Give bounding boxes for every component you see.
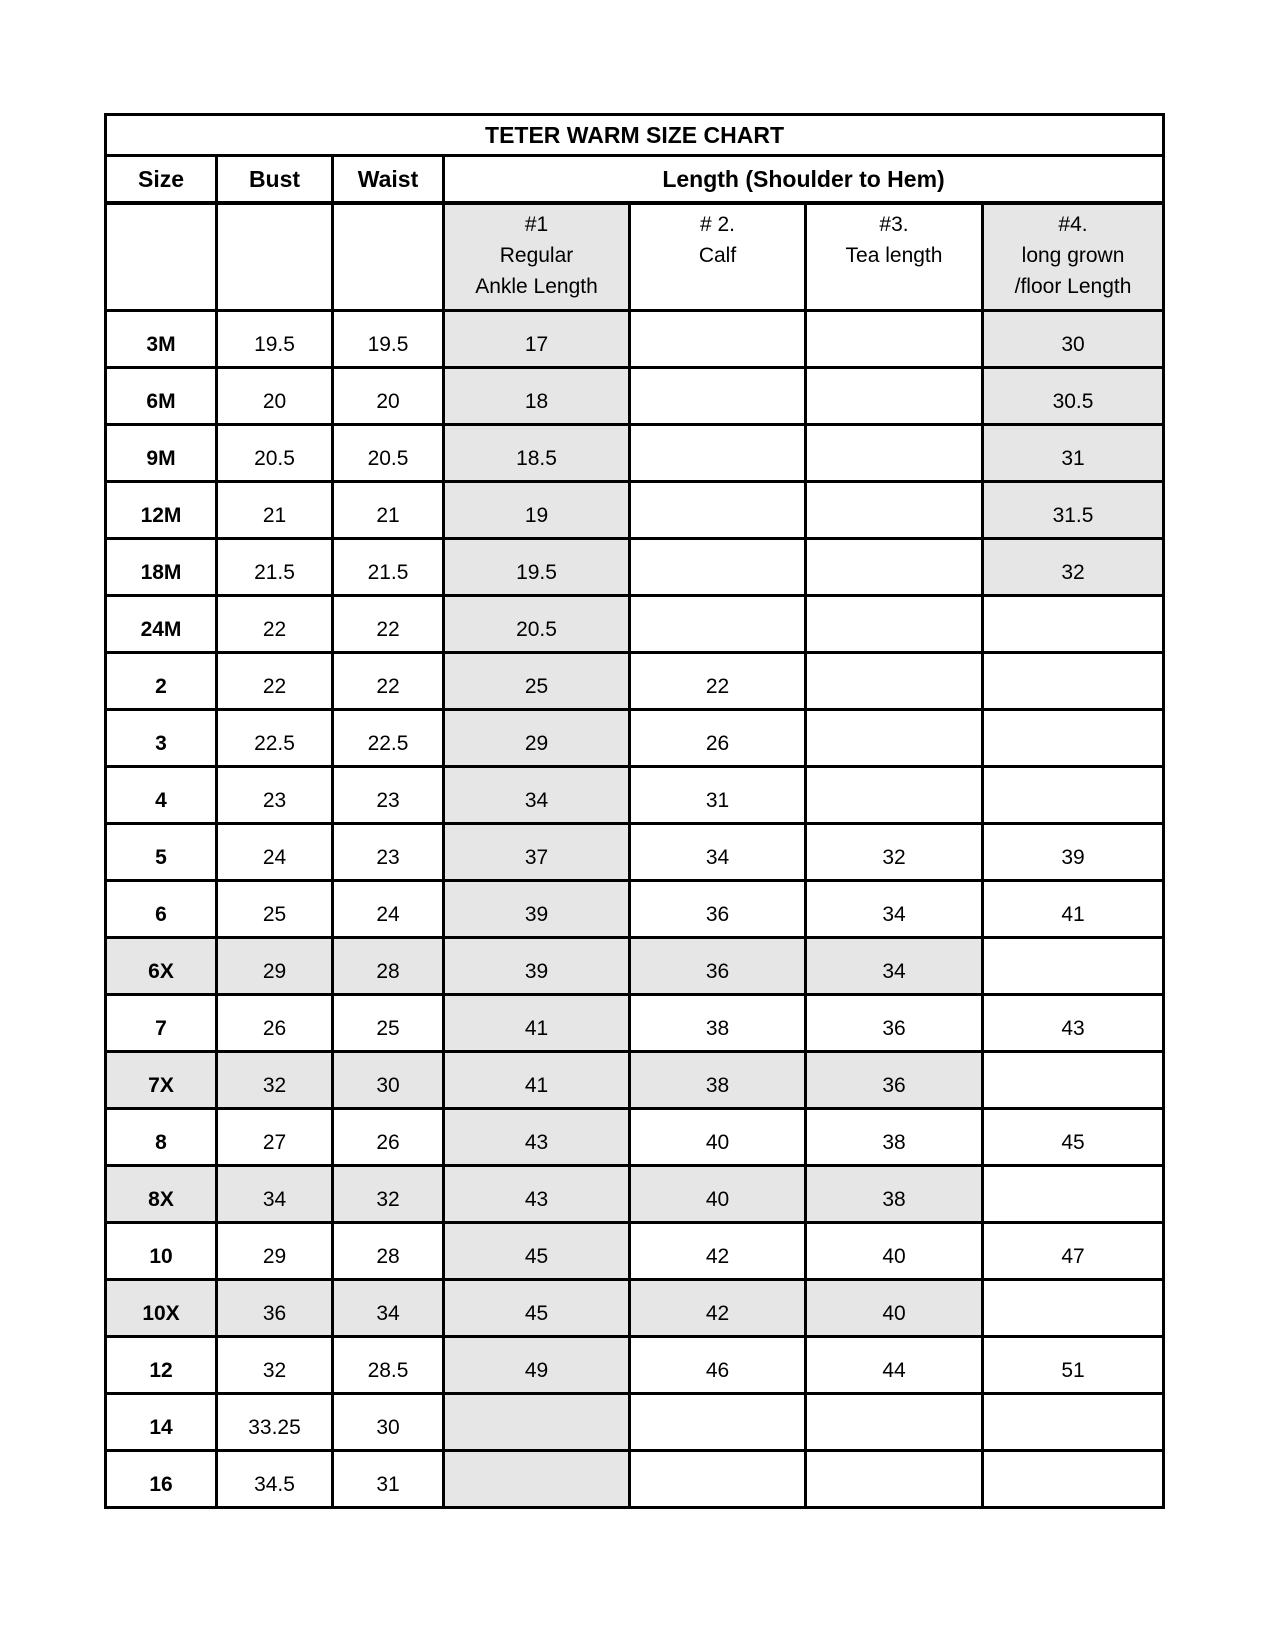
measurement-cell: 43 xyxy=(444,1166,630,1223)
measurement-cell: 22 xyxy=(333,653,444,710)
table-title: TETER WARM SIZE CHART xyxy=(106,115,1164,156)
size-cell: 8X xyxy=(106,1166,217,1223)
measurement-cell: 40 xyxy=(630,1166,806,1223)
measurement-cell: 51 xyxy=(983,1337,1164,1394)
table-row xyxy=(106,368,1164,425)
measurement-cell xyxy=(806,539,983,596)
measurement-cell: 40 xyxy=(806,1223,983,1280)
measurement-cell: 20.5 xyxy=(444,596,630,653)
measurement-cell: 45 xyxy=(983,1109,1164,1166)
measurement-cell xyxy=(806,1394,983,1451)
measurement-cell: 29 xyxy=(217,938,333,995)
measurement-cell: 34 xyxy=(217,1166,333,1223)
subheader-line: Calf xyxy=(698,244,737,267)
measurement-cell: 21 xyxy=(217,482,333,539)
column-header-length: Length (Shoulder to Hem) xyxy=(444,156,1164,204)
size-cell: 10X xyxy=(106,1280,217,1337)
measurement-cell xyxy=(983,1166,1164,1223)
measurement-cell: 21 xyxy=(333,482,444,539)
measurement-cell: 42 xyxy=(630,1280,806,1337)
measurement-cell xyxy=(630,596,806,653)
subheader-length-4-floor xyxy=(983,203,1164,311)
size-cell: 12 xyxy=(106,1337,217,1394)
table-row xyxy=(106,881,1164,938)
measurement-cell: 38 xyxy=(630,995,806,1052)
size-cell: 16 xyxy=(106,1451,217,1508)
table-row xyxy=(106,1394,1164,1451)
measurement-cell xyxy=(983,710,1164,767)
column-header-waist: Waist xyxy=(333,156,444,204)
measurement-cell xyxy=(630,539,806,596)
table-row xyxy=(106,1052,1164,1109)
measurement-cell: 22 xyxy=(630,653,806,710)
measurement-cell: 21.5 xyxy=(217,539,333,596)
table-row xyxy=(106,1109,1164,1166)
measurement-cell xyxy=(806,1451,983,1508)
size-cell: 4 xyxy=(106,767,217,824)
measurement-cell: 21.5 xyxy=(333,539,444,596)
measurement-cell: 26 xyxy=(333,1109,444,1166)
measurement-cell: 19.5 xyxy=(217,311,333,368)
measurement-cell: 36 xyxy=(217,1280,333,1337)
measurement-cell: 25 xyxy=(444,653,630,710)
subheader-length-3-tea xyxy=(806,203,983,311)
measurement-cell: 19.5 xyxy=(444,539,630,596)
measurement-cell: 20 xyxy=(333,368,444,425)
measurement-cell: 49 xyxy=(444,1337,630,1394)
table-row xyxy=(106,425,1164,482)
measurement-cell: 32 xyxy=(217,1052,333,1109)
size-cell: 3 xyxy=(106,710,217,767)
measurement-cell: 38 xyxy=(806,1109,983,1166)
measurement-cell: 20.5 xyxy=(333,425,444,482)
measurement-cell: 36 xyxy=(630,938,806,995)
measurement-cell: 27 xyxy=(217,1109,333,1166)
measurement-cell: 23 xyxy=(217,767,333,824)
size-chart-table xyxy=(104,113,1165,1509)
measurement-cell xyxy=(983,1451,1164,1508)
measurement-cell: 45 xyxy=(444,1223,630,1280)
measurement-cell: 30.5 xyxy=(983,368,1164,425)
table-row xyxy=(106,1280,1164,1337)
measurement-cell: 18 xyxy=(444,368,630,425)
measurement-cell: 34.5 xyxy=(217,1451,333,1508)
measurement-cell xyxy=(444,1451,630,1508)
subheader-line: #4. xyxy=(1058,213,1088,236)
measurement-cell: 46 xyxy=(630,1337,806,1394)
subheader-row xyxy=(106,203,1164,311)
measurement-cell: 39 xyxy=(444,881,630,938)
size-cell: 12M xyxy=(106,482,217,539)
measurement-cell: 31 xyxy=(630,767,806,824)
size-cell: 10 xyxy=(106,1223,217,1280)
measurement-cell: 22 xyxy=(333,596,444,653)
measurement-cell xyxy=(806,482,983,539)
measurement-cell xyxy=(630,482,806,539)
measurement-cell: 41 xyxy=(983,881,1164,938)
measurement-cell: 32 xyxy=(806,824,983,881)
measurement-cell xyxy=(806,710,983,767)
measurement-cell xyxy=(806,368,983,425)
table-row xyxy=(106,653,1164,710)
table-row xyxy=(106,1451,1164,1508)
table-row xyxy=(106,311,1164,368)
measurement-cell: 40 xyxy=(806,1280,983,1337)
table-row xyxy=(106,767,1164,824)
measurement-cell: 20 xyxy=(217,368,333,425)
measurement-cell xyxy=(806,425,983,482)
subheader-line: # 2. xyxy=(699,213,736,236)
measurement-cell: 37 xyxy=(444,824,630,881)
measurement-cell: 30 xyxy=(333,1394,444,1451)
measurement-cell: 22.5 xyxy=(217,710,333,767)
size-cell: 8 xyxy=(106,1109,217,1166)
measurement-cell xyxy=(983,767,1164,824)
measurement-cell: 30 xyxy=(983,311,1164,368)
subheader-size-spacer xyxy=(106,203,217,311)
table-row xyxy=(106,1337,1164,1394)
measurement-cell xyxy=(630,368,806,425)
measurement-cell: 47 xyxy=(983,1223,1164,1280)
measurement-cell: 44 xyxy=(806,1337,983,1394)
measurement-cell: 29 xyxy=(217,1223,333,1280)
measurement-cell: 36 xyxy=(806,995,983,1052)
table-row xyxy=(106,539,1164,596)
measurement-cell xyxy=(983,1052,1164,1109)
table-row xyxy=(106,995,1164,1052)
measurement-cell xyxy=(630,425,806,482)
measurement-cell: 29 xyxy=(444,710,630,767)
measurement-cell: 25 xyxy=(333,995,444,1052)
subheader-line: #3. xyxy=(879,213,909,236)
measurement-cell: 42 xyxy=(630,1223,806,1280)
measurement-cell: 30 xyxy=(333,1052,444,1109)
size-cell: 2 xyxy=(106,653,217,710)
column-header-bust: Bust xyxy=(217,156,333,204)
measurement-cell: 22 xyxy=(217,653,333,710)
measurement-cell: 33.25 xyxy=(217,1394,333,1451)
size-cell: 5 xyxy=(106,824,217,881)
size-cell: 3M xyxy=(106,311,217,368)
measurement-cell: 32 xyxy=(983,539,1164,596)
measurement-cell: 19.5 xyxy=(333,311,444,368)
measurement-cell: 34 xyxy=(806,881,983,938)
measurement-cell xyxy=(983,1280,1164,1337)
table-row xyxy=(106,710,1164,767)
measurement-cell: 36 xyxy=(630,881,806,938)
measurement-cell: 32 xyxy=(333,1166,444,1223)
subheader-line: Tea length xyxy=(845,244,943,267)
subheader-line: Ankle Length xyxy=(475,275,598,298)
measurement-cell xyxy=(983,596,1164,653)
measurement-cell: 23 xyxy=(333,767,444,824)
measurement-cell xyxy=(444,1394,630,1451)
measurement-cell: 32 xyxy=(217,1337,333,1394)
measurement-cell: 38 xyxy=(630,1052,806,1109)
size-cell: 6M xyxy=(106,368,217,425)
measurement-cell: 22 xyxy=(217,596,333,653)
measurement-cell: 31 xyxy=(333,1451,444,1508)
header-row xyxy=(106,156,1164,204)
measurement-cell xyxy=(983,653,1164,710)
measurement-cell: 34 xyxy=(630,824,806,881)
table-row xyxy=(106,596,1164,653)
measurement-cell: 28.5 xyxy=(333,1337,444,1394)
measurement-cell xyxy=(630,1451,806,1508)
measurement-cell: 40 xyxy=(630,1109,806,1166)
measurement-cell: 41 xyxy=(444,1052,630,1109)
measurement-cell xyxy=(806,653,983,710)
measurement-cell xyxy=(630,1394,806,1451)
table-row xyxy=(106,824,1164,881)
measurement-cell: 26 xyxy=(630,710,806,767)
measurement-cell: 18.5 xyxy=(444,425,630,482)
measurement-cell: 39 xyxy=(444,938,630,995)
title-row xyxy=(106,115,1164,156)
measurement-cell: 28 xyxy=(333,1223,444,1280)
table-row xyxy=(106,1166,1164,1223)
table-body xyxy=(106,311,1164,1508)
size-cell: 6X xyxy=(106,938,217,995)
subheader-bust-spacer xyxy=(217,203,333,311)
measurement-cell xyxy=(806,311,983,368)
subheader-line: long grown xyxy=(1021,244,1125,267)
size-cell: 7X xyxy=(106,1052,217,1109)
subheader-line: /floor Length xyxy=(1014,275,1132,298)
size-cell: 18M xyxy=(106,539,217,596)
measurement-cell: 24 xyxy=(217,824,333,881)
measurement-cell: 45 xyxy=(444,1280,630,1337)
measurement-cell: 43 xyxy=(983,995,1164,1052)
subheader-line: #1 xyxy=(524,213,549,236)
subheader-waist-spacer xyxy=(333,203,444,311)
measurement-cell: 34 xyxy=(444,767,630,824)
measurement-cell xyxy=(983,938,1164,995)
measurement-cell: 31.5 xyxy=(983,482,1164,539)
measurement-cell: 34 xyxy=(806,938,983,995)
measurement-cell: 31 xyxy=(983,425,1164,482)
measurement-cell: 36 xyxy=(806,1052,983,1109)
measurement-cell: 26 xyxy=(217,995,333,1052)
measurement-cell: 39 xyxy=(983,824,1164,881)
table-row xyxy=(106,482,1164,539)
measurement-cell: 43 xyxy=(444,1109,630,1166)
size-cell: 14 xyxy=(106,1394,217,1451)
measurement-cell: 41 xyxy=(444,995,630,1052)
size-cell: 24M xyxy=(106,596,217,653)
measurement-cell: 19 xyxy=(444,482,630,539)
subheader-length-1-regular-ankle xyxy=(444,203,630,311)
measurement-cell xyxy=(983,1394,1164,1451)
measurement-cell: 17 xyxy=(444,311,630,368)
measurement-cell: 22.5 xyxy=(333,710,444,767)
measurement-cell: 34 xyxy=(333,1280,444,1337)
measurement-cell: 25 xyxy=(217,881,333,938)
subheader-length-2-calf xyxy=(630,203,806,311)
measurement-cell xyxy=(806,767,983,824)
subheader-line: Regular xyxy=(499,244,574,267)
measurement-cell xyxy=(630,311,806,368)
measurement-cell: 28 xyxy=(333,938,444,995)
measurement-cell: 38 xyxy=(806,1166,983,1223)
measurement-cell: 20.5 xyxy=(217,425,333,482)
column-header-size: Size xyxy=(106,156,217,204)
table-row xyxy=(106,938,1164,995)
size-cell: 7 xyxy=(106,995,217,1052)
measurement-cell: 23 xyxy=(333,824,444,881)
size-cell: 9M xyxy=(106,425,217,482)
table-row xyxy=(106,1223,1164,1280)
measurement-cell xyxy=(806,596,983,653)
measurement-cell: 24 xyxy=(333,881,444,938)
size-cell: 6 xyxy=(106,881,217,938)
